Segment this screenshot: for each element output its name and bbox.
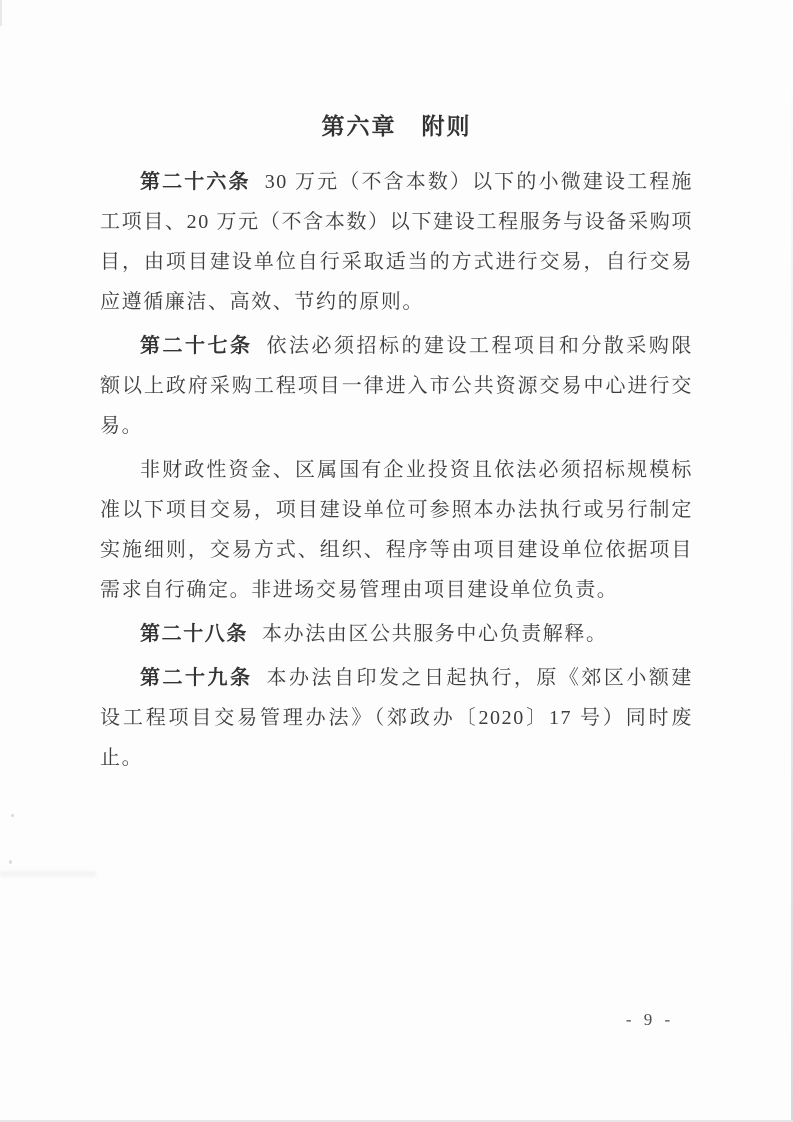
article-text: 依法必须招标的建设工程项目和分散采购限额以上政府采购工程项目一律进入市公共资源交易中心进行交易。 — [100, 335, 694, 437]
scan-streak-artifact — [0, 871, 96, 877]
article-number-label: 第二十九条 — [140, 667, 253, 689]
article-text: 非财政性资金、区属国有企业投资且依法必须招标规模标准以下项目交易，项目建设单位可参照本办法执行或另行制定实施细则，交易方式、组织、程序等由项目建设单位依据项目需求自行确定。非进场交易管理由项目建设单位负责。 — [100, 459, 693, 601]
article-paragraph — [100, 614, 693, 654]
scan-edge-artifact — [0, 0, 2, 26]
scan-speck-artifact — [9, 860, 12, 864]
article-paragraph — [100, 450, 693, 610]
document-body — [100, 110, 693, 782]
article-text: 本办法由区公共服务中心负责解释。 — [262, 623, 608, 645]
page-number: - 9 - — [625, 1010, 675, 1029]
article-text: 30 万元（不含本数）以下的小微建设工程施工项目、20 万元（不含本数）以下建设工程服务与设备采购项目，由项目建设单位自行采取适当的方式进行交易，自行交易应遵循廉洁、高效、节约的原则。 — [100, 171, 693, 313]
scan-speck-artifact — [11, 814, 14, 817]
article-number-label: 第二十六条 — [140, 171, 251, 193]
article-paragraph — [100, 162, 693, 322]
article-paragraph — [100, 658, 693, 778]
article-number-label: 第二十八条 — [140, 623, 248, 645]
article-paragraph — [100, 326, 693, 446]
article-text: 本办法自印发之日起执行，原《郊区小额建设工程项目交易管理办法》（郊政办〔2020〕17 号）同时废止。 — [100, 667, 694, 769]
article-number-label: 第二十七条 — [140, 335, 253, 357]
chapter-title: 第六章 附则 — [321, 113, 472, 139]
